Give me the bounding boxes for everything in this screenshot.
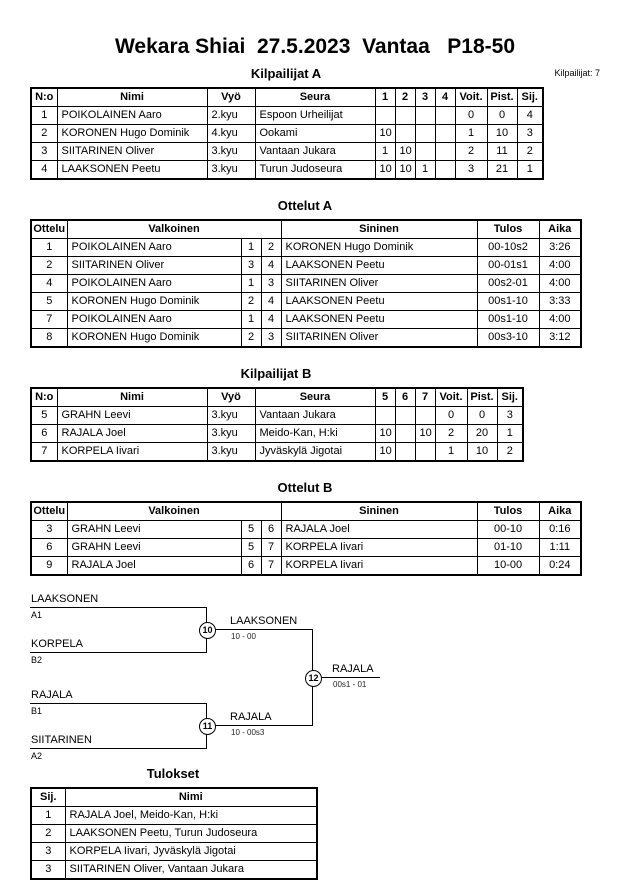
bracket-match-number: 11 <box>199 718 216 735</box>
table-cell: 2.kyu <box>207 107 255 125</box>
table-row <box>31 825 317 843</box>
column-header-name: Nimi <box>65 788 317 807</box>
table-cell: 10 <box>375 425 395 443</box>
table-cell: 7 <box>31 443 57 462</box>
table-cell <box>435 143 455 161</box>
bracket-slot-name: SIITARINEN <box>31 734 92 746</box>
table-row <box>31 425 523 443</box>
matches-a-table-body <box>31 239 581 348</box>
table-cell: Jyväskylä Jigotai <box>255 443 375 462</box>
table-cell: 1 <box>241 275 261 293</box>
bracket-winner-name: LAAKSONEN <box>230 615 298 627</box>
table-cell: 3 <box>517 125 543 143</box>
bracket-slot-name: LAAKSONEN <box>31 593 99 605</box>
table-cell: LAAKSONEN Peetu <box>57 161 207 180</box>
column-header-belt: Vyö <box>207 388 255 407</box>
table-cell: 3.kyu <box>207 143 255 161</box>
table-cell: 7 <box>261 539 281 557</box>
table-cell: 6 <box>241 557 261 576</box>
pool-a-table <box>30 87 544 180</box>
table-cell <box>395 443 415 462</box>
table-header-row <box>31 220 581 239</box>
table-cell: 10 <box>395 161 415 180</box>
column-header-name: Nimi <box>57 388 207 407</box>
bracket-match-score: 10 - 00s3 <box>231 728 265 737</box>
table-cell: Vantaan Jukara <box>255 143 375 161</box>
table-cell: 7 <box>261 557 281 576</box>
column-header-place: Sij. <box>31 788 65 807</box>
bracket-match-number: 10 <box>199 622 216 639</box>
table-cell: SIITARINEN Oliver <box>57 143 207 161</box>
table-cell <box>395 107 415 125</box>
column-header-time: Aika <box>539 220 581 239</box>
table-header-row <box>31 88 543 107</box>
column-header-wins: Voit. <box>435 388 467 407</box>
table-cell: 2 <box>31 825 65 843</box>
column-header-no: N:o <box>31 388 57 407</box>
table-cell: 3 <box>261 275 281 293</box>
table-cell: 1 <box>497 425 523 443</box>
table-cell: 1 <box>31 807 65 825</box>
table-row <box>31 329 581 348</box>
table-cell: 4:00 <box>539 257 581 275</box>
table-cell: 21 <box>487 161 517 180</box>
table-header-row <box>31 502 581 521</box>
table-cell: 4.kyu <box>207 125 255 143</box>
table-cell: POIKOLAINEN Aaro <box>67 275 241 293</box>
column-header-match-no: Ottelu <box>31 502 67 521</box>
section-title-results: Tulokset <box>146 766 200 781</box>
column-header-result: Tulos <box>477 502 539 521</box>
table-cell: Turun Judoseura <box>255 161 375 180</box>
bracket-winner-name: RAJALA <box>332 663 374 675</box>
table-cell: 5 <box>31 407 57 425</box>
bracket-match-number: 12 <box>305 670 322 687</box>
table-cell: 1:11 <box>539 539 581 557</box>
column-header-opp1: 1 <box>375 88 395 107</box>
table-row <box>31 275 581 293</box>
bracket-slot-seed: B1 <box>31 706 43 716</box>
table-row <box>31 539 581 557</box>
table-row <box>31 143 543 161</box>
column-header-belt: Vyö <box>207 88 255 107</box>
bracket-slot-seed: A1 <box>31 610 43 620</box>
bracket-slot-seed: B2 <box>31 655 43 665</box>
table-cell: 2 <box>31 125 57 143</box>
table-cell: 2 <box>241 329 261 348</box>
table-cell: 3 <box>241 257 261 275</box>
table-cell: GRAHN Leevi <box>57 407 207 425</box>
table-cell: KORPELA Iivari, Jyväskylä Jigotai <box>65 843 317 861</box>
bracket-slot-seed: A2 <box>31 751 43 761</box>
table-cell: RAJALA Joel, Meido-Kan, H:ki <box>65 807 317 825</box>
table-cell: 10 <box>487 125 517 143</box>
table-cell: 4 <box>517 107 543 125</box>
table-cell: KORONEN Hugo Dominik <box>67 329 241 348</box>
table-cell: 10 <box>395 143 415 161</box>
table-cell: 00-10s2 <box>477 239 539 257</box>
table-cell: 6 <box>261 521 281 539</box>
table-cell: 10 <box>467 443 497 462</box>
table-cell: 10 <box>415 425 435 443</box>
bracket-slot-line <box>30 748 207 749</box>
table-cell: 0 <box>455 107 487 125</box>
results-table <box>30 787 318 880</box>
table-cell: 10 <box>375 161 395 180</box>
bracket-slot-line <box>30 607 207 608</box>
bracket-match-score: 00s1 - 01 <box>333 680 367 689</box>
table-cell: 1 <box>435 443 467 462</box>
column-header-result: Tulos <box>477 220 539 239</box>
table-header-row <box>31 388 523 407</box>
table-header-row <box>31 788 317 807</box>
column-header-white: Valkoinen <box>67 502 281 521</box>
table-cell: 6 <box>31 425 57 443</box>
table-row <box>31 807 317 825</box>
table-cell: 1 <box>31 107 57 125</box>
column-header-wins: Voit. <box>455 88 487 107</box>
bracket-winner-line <box>312 677 380 678</box>
table-cell: KORPELA Iivari <box>57 443 207 462</box>
table-cell <box>435 125 455 143</box>
column-header-opp3: 3 <box>415 88 435 107</box>
table-cell: 0:24 <box>539 557 581 576</box>
table-cell: LAAKSONEN Peetu <box>281 311 477 329</box>
table-row <box>31 257 581 275</box>
table-cell: GRAHN Leevi <box>67 539 241 557</box>
table-cell: 11 <box>487 143 517 161</box>
table-cell: SIITARINEN Oliver <box>281 275 477 293</box>
table-cell: 5 <box>241 539 261 557</box>
section-title-pool-b: Kilpailijat B <box>240 366 312 381</box>
column-header-white: Valkoinen <box>67 220 281 239</box>
table-cell: 00s2-01 <box>477 275 539 293</box>
table-cell: 01-10 <box>477 539 539 557</box>
table-cell: 1 <box>241 239 261 257</box>
column-header-points: Pist. <box>487 88 517 107</box>
table-row <box>31 293 581 311</box>
competitors-count-label: Kilpailijat: 7 <box>554 68 600 78</box>
bracket-slot-line <box>30 652 207 653</box>
column-header-opp6: 6 <box>395 388 415 407</box>
table-row <box>31 521 581 539</box>
table-cell: 9 <box>31 557 67 576</box>
column-header-opp5: 5 <box>375 388 395 407</box>
column-header-blue: Sininen <box>281 502 477 521</box>
table-cell: 3.kyu <box>207 443 255 462</box>
table-cell: 3:33 <box>539 293 581 311</box>
table-cell: 0 <box>467 407 497 425</box>
column-header-opp2: 2 <box>395 88 415 107</box>
table-cell: 20 <box>467 425 497 443</box>
table-cell: Ookami <box>255 125 375 143</box>
table-cell <box>375 107 395 125</box>
table-cell: 10 <box>375 443 395 462</box>
table-cell: 00s3-10 <box>477 329 539 348</box>
table-row <box>31 239 581 257</box>
pool-b-table <box>30 387 524 462</box>
section-title-matches-a: Ottelut A <box>277 198 333 213</box>
table-cell: 1 <box>31 239 67 257</box>
table-cell: 7 <box>31 311 67 329</box>
final-bracket <box>0 584 630 764</box>
matches-b-table-body <box>31 521 581 576</box>
table-cell: 1 <box>517 161 543 180</box>
table-cell: RAJALA Joel <box>281 521 477 539</box>
table-cell: Vantaan Jukara <box>255 407 375 425</box>
table-cell: 2 <box>241 293 261 311</box>
table-cell: 00-01s1 <box>477 257 539 275</box>
table-row <box>31 125 543 143</box>
table-cell: 00s1-10 <box>477 311 539 329</box>
table-row <box>31 557 581 576</box>
table-cell: KORONEN Hugo Dominik <box>281 239 477 257</box>
table-cell: 2 <box>261 239 281 257</box>
column-header-name: Nimi <box>57 88 207 107</box>
bracket-slot-line <box>30 703 207 704</box>
table-cell <box>375 407 395 425</box>
matches-a-table <box>30 219 582 348</box>
table-cell: 3 <box>31 843 65 861</box>
table-cell: 4 <box>31 161 57 180</box>
table-cell: 0 <box>435 407 467 425</box>
table-cell: 2 <box>497 443 523 462</box>
column-header-points: Pist. <box>467 388 497 407</box>
table-cell <box>415 125 435 143</box>
page-title: Wekara Shiai 27.5.2023 Vantaa P18-50 <box>114 35 516 58</box>
table-cell: LAAKSONEN Peetu, Turun Judoseura <box>65 825 317 843</box>
results-table-body <box>31 807 317 880</box>
column-header-time: Aika <box>539 502 581 521</box>
table-cell: 2 <box>31 257 67 275</box>
table-cell: 10-00 <box>477 557 539 576</box>
table-cell: KORONEN Hugo Dominik <box>67 293 241 311</box>
table-cell: 3 <box>261 329 281 348</box>
table-cell: GRAHN Leevi <box>67 521 241 539</box>
table-cell: 2 <box>455 143 487 161</box>
table-cell: 5 <box>31 293 67 311</box>
section-title-matches-b: Ottelut B <box>277 480 333 495</box>
column-header-place: Sij. <box>517 88 543 107</box>
table-cell <box>395 425 415 443</box>
matches-b-table <box>30 501 582 576</box>
column-header-no: N:o <box>31 88 57 107</box>
table-row <box>31 861 317 880</box>
table-row <box>31 161 543 180</box>
table-cell: Espoon Urheilijat <box>255 107 375 125</box>
column-header-blue: Sininen <box>281 220 477 239</box>
table-cell: 1 <box>241 311 261 329</box>
bracket-winner-line <box>206 629 312 630</box>
table-cell <box>395 125 415 143</box>
table-cell: KORPELA Iivari <box>281 557 477 576</box>
table-cell: 00s1-10 <box>477 293 539 311</box>
table-cell <box>435 107 455 125</box>
table-cell: 3 <box>455 161 487 180</box>
table-cell: 1 <box>455 125 487 143</box>
column-header-club: Seura <box>255 388 375 407</box>
table-cell: LAAKSONEN Peetu <box>281 293 477 311</box>
table-cell: SIITARINEN Oliver <box>67 257 241 275</box>
table-cell: 4:00 <box>539 311 581 329</box>
table-cell <box>395 407 415 425</box>
table-cell: POIKOLAINEN Aaro <box>67 311 241 329</box>
pool-b-table-body <box>31 407 523 462</box>
column-header-place: Sij. <box>497 388 523 407</box>
table-cell: 3 <box>497 407 523 425</box>
table-cell: 6 <box>31 539 67 557</box>
table-row <box>31 407 523 425</box>
table-cell: 10 <box>375 125 395 143</box>
table-cell: 0:16 <box>539 521 581 539</box>
bracket-slot-name: KORPELA <box>31 638 83 650</box>
table-cell: 0 <box>487 107 517 125</box>
table-cell: 00-10 <box>477 521 539 539</box>
table-cell: 3.kyu <box>207 425 255 443</box>
table-row <box>31 443 523 462</box>
column-header-match-no: Ottelu <box>31 220 67 239</box>
table-cell: 3 <box>31 861 65 880</box>
table-cell: 3.kyu <box>207 161 255 180</box>
table-cell: KORPELA Iivari <box>281 539 477 557</box>
table-cell: 5 <box>241 521 261 539</box>
table-cell: 3.kyu <box>207 407 255 425</box>
table-cell: POIKOLAINEN Aaro <box>57 107 207 125</box>
table-row <box>31 843 317 861</box>
table-cell: SIITARINEN Oliver, Vantaan Jukara <box>65 861 317 880</box>
table-cell: 2 <box>435 425 467 443</box>
section-title-pool-a: Kilpailijat A <box>250 66 322 81</box>
table-cell: 4 <box>31 275 67 293</box>
table-cell: RAJALA Joel <box>67 557 241 576</box>
table-cell <box>415 143 435 161</box>
table-cell: 3 <box>31 143 57 161</box>
table-cell: 1 <box>415 161 435 180</box>
table-cell <box>415 107 435 125</box>
table-cell: POIKOLAINEN Aaro <box>67 239 241 257</box>
table-cell <box>435 161 455 180</box>
table-cell <box>415 443 435 462</box>
bracket-match-score: 10 - 00 <box>231 632 256 641</box>
column-header-club: Seura <box>255 88 375 107</box>
table-cell: SIITARINEN Oliver <box>281 329 477 348</box>
table-cell: 3:26 <box>539 239 581 257</box>
table-cell: 3:12 <box>539 329 581 348</box>
table-cell: 3 <box>31 521 67 539</box>
bracket-slot-name: RAJALA <box>31 689 73 701</box>
column-header-opp7: 7 <box>415 388 435 407</box>
table-cell: RAJALA Joel <box>57 425 207 443</box>
table-cell: KORONEN Hugo Dominik <box>57 125 207 143</box>
pool-a-table-body <box>31 107 543 180</box>
table-cell: LAAKSONEN Peetu <box>281 257 477 275</box>
column-header-opp4: 4 <box>435 88 455 107</box>
table-cell: 4 <box>261 311 281 329</box>
table-cell: 8 <box>31 329 67 348</box>
bracket-winner-line <box>206 725 312 726</box>
bracket-winner-name: RAJALA <box>230 711 272 723</box>
table-cell: 2 <box>517 143 543 161</box>
table-row <box>31 311 581 329</box>
table-cell: 4:00 <box>539 275 581 293</box>
table-cell <box>415 407 435 425</box>
table-cell: 4 <box>261 293 281 311</box>
table-cell: 1 <box>375 143 395 161</box>
table-row <box>31 107 543 125</box>
table-cell: 4 <box>261 257 281 275</box>
table-cell: Meido-Kan, H:ki <box>255 425 375 443</box>
